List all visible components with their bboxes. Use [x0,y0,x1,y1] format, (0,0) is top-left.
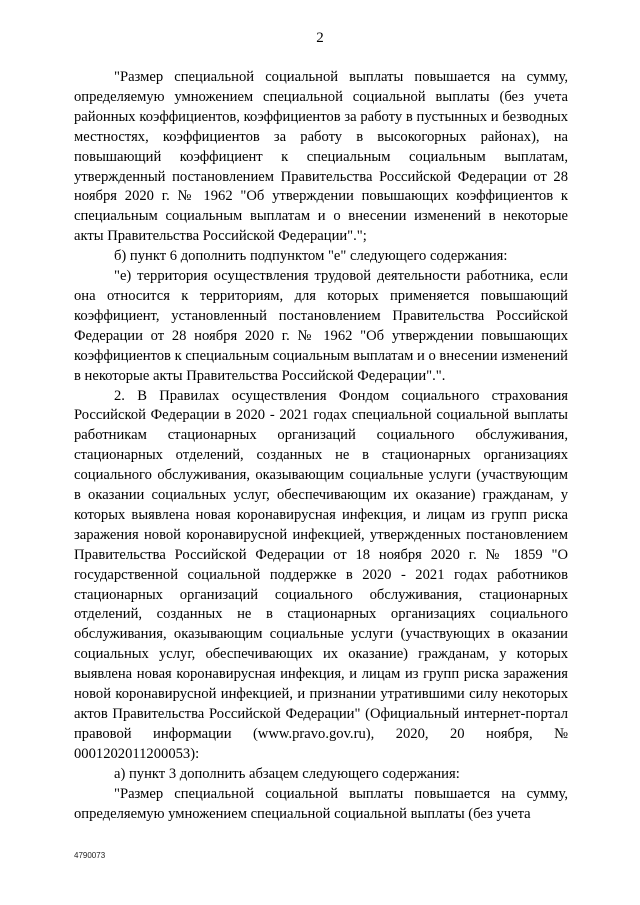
paragraph-item-b: б) пункт 6 дополнить подпунктом "е" следующего содержания: [114,248,508,265]
paragraph-subitem-e: "е) территория осуществления трудовой деятельности работника, если она относится к территориям, для которых применяется повышающий коэффициент, установленный постановлением Правительства Российской Федерации от 28 ноября 2020 г. № 1962 "Об утверждении повышающих коэффициентов к специальным социальным выплатам и о внесении изменений в некоторые акты Правительства Российской Федерации".". [74,268,568,384]
page-number: 2 [316,30,324,46]
paragraph-item-2: 2. В Правилах осуществления Фондом социального страхования Российской Федерации в 2020 - 2021 годах специальной социальной выплаты работникам стационарных организаций социального обслуживания, стационарных отделений, созданных не в стационарных организациях социального обслуживания, оказывающим социальные услуги (участвующим в оказании социальных услуг, обеспечивающим их оказание) гражданам, у которых выявлена новая коронавирусная инфекция, и лицам из групп риска заражения новой коронавирусной инфекцией, утвержденных постановлением Правительства Российской Федерации от 18 ноября 2020 г. № 1859 "О государственной социальной поддержке в 2020 - 2021 годах работников стационарных организаций социального обслуживания, стационарных отделений, созданных не в стационарных организациях социального обслуживания, оказывающим социальные услуги (участвующих в оказании социальных услуг, обеспечивающих их оказание) гражданам, у которых выявлена новая коронавирусная инфекция, и лицам из групп риска заражения новой коронавирусной инфекцией, и признании утратившими силу некоторых актов Правительства Российской Федерации" (Официальный интернет-портал правовой информации (www.pravo.gov.ru), 2020, 20 ноября, № 0001202011200053): [74,387,568,762]
paragraph-item-a: а) пункт 3 дополнить абзацем следующего содержания: [114,765,460,782]
document-code: 4790073 [74,851,106,860]
paragraph-quote-continued: "Размер специальной социальной выплаты повышается на сумму, определяемую умножением специальной социальной выплаты (без учета [74,785,568,822]
paragraph-quote-size-increase: "Размер специальной социальной выплаты повышается на сумму, определяемую умножением специальной социальной выплаты (без учета районных коэффициентов, коэффициентов за работу в пустынных и безводных местностях, коэффициентов за работу в высокогорных районах), на повышающий коэффициент к специальным социальным выплатам, утвержденный постановлением Правительства Российской Федерации от 28 ноября 2020 г. № 1962 "Об утверждении повышающих коэффициентов к специальным социальным выплатам и о внесении изменений в некоторые акты Правительства Российской Федерации"."; [74,69,568,245]
document-body [74,68,568,824]
